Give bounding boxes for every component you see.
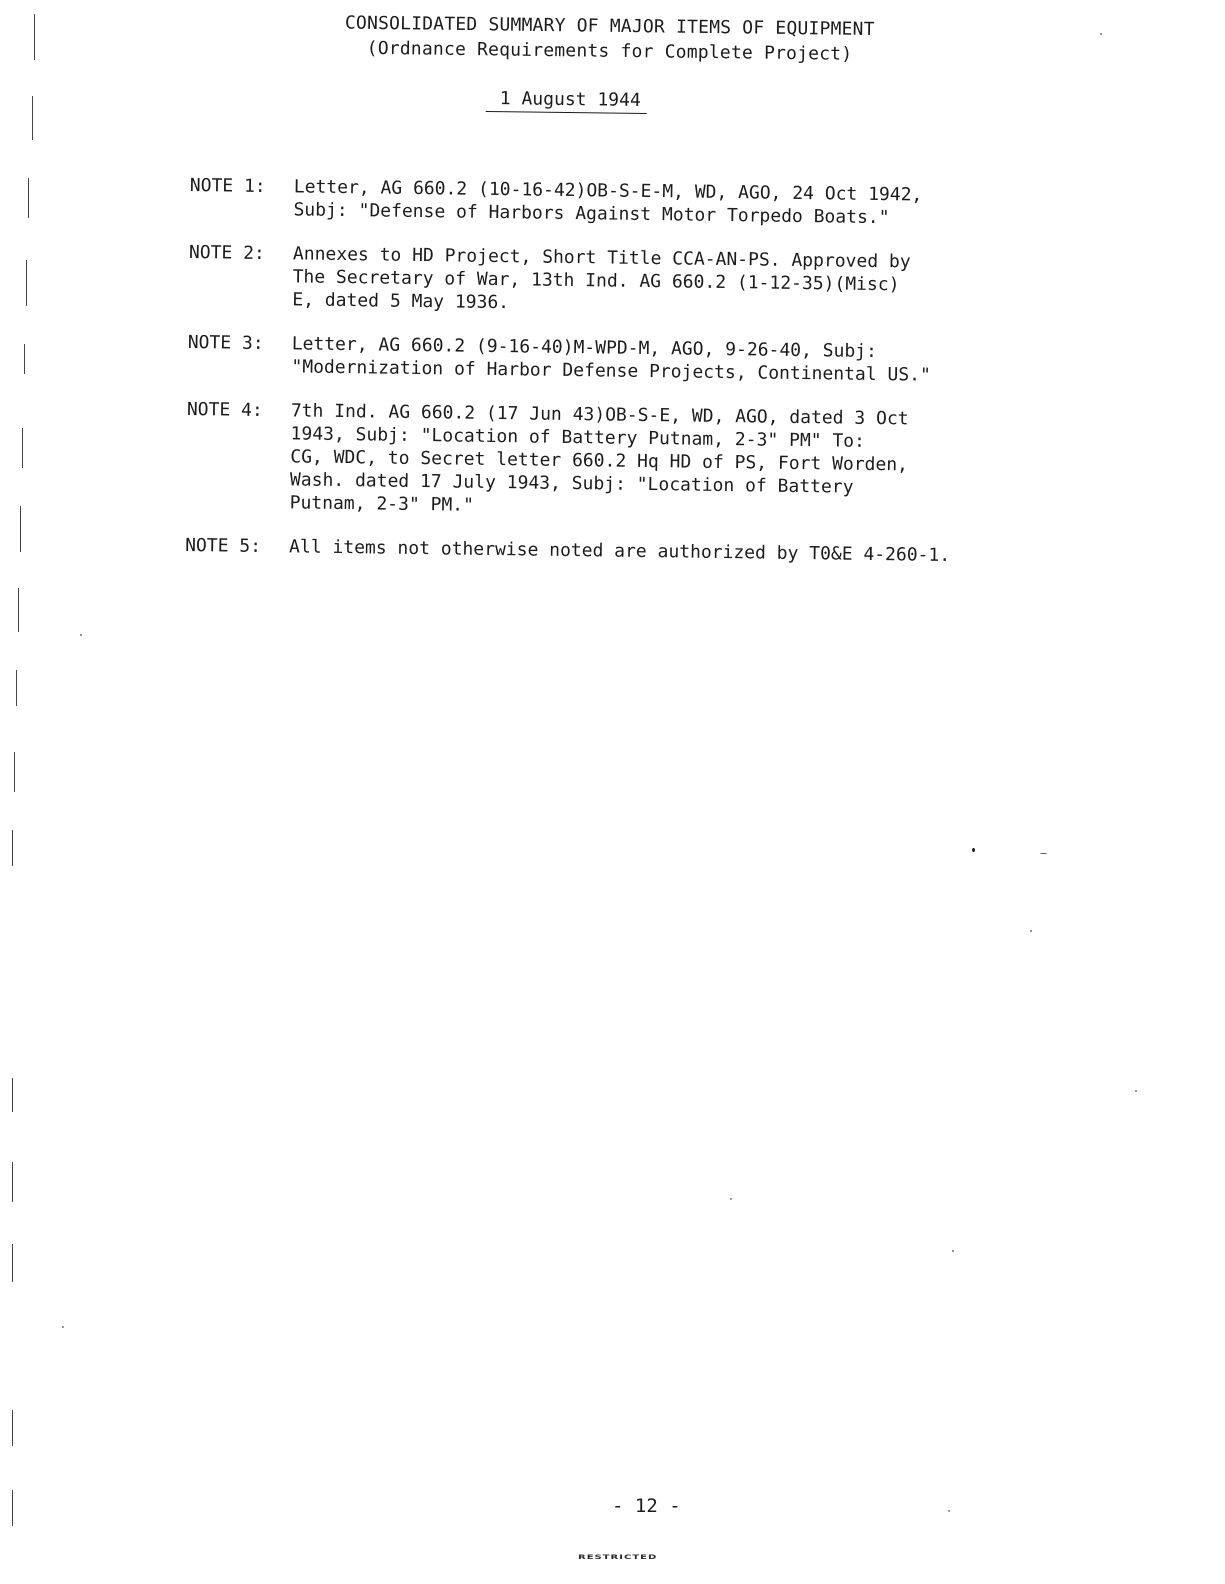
page-number: - 12 - <box>612 1495 681 1517</box>
note-label: NOTE 3: <box>187 331 264 354</box>
scan-margin-mark <box>20 506 21 552</box>
note-3 <box>187 331 1028 388</box>
note-line: "Modernization of Harbor Defense Projects, Continental US." <box>291 356 931 386</box>
scan-speck <box>952 1250 954 1252</box>
scan-margin-mark <box>32 96 33 140</box>
note-line: Letter, AG 660.2 (10-16-42)OB-S-E-M, WD, AGO, 24 Oct 1942, <box>293 176 923 206</box>
note-5 <box>185 534 1025 568</box>
document-header <box>299 10 920 68</box>
note-line: All items not otherwise noted are authorized by T0&E 4-260-1. <box>288 536 951 566</box>
note-line: E, dated 5 May 1936. <box>292 289 510 314</box>
note-line: 7th Ind. AG 660.2 (17 Jun 43)OB-S-E, WD, AGO, dated 3 Oct <box>290 400 909 430</box>
note-label: NOTE 4: <box>186 398 263 421</box>
note-text <box>293 175 1030 231</box>
note-2 <box>188 241 1029 321</box>
scan-margin-mark <box>24 344 25 374</box>
footer-stamp: RESTRICTED <box>578 1554 658 1561</box>
scan-margin-mark <box>18 588 19 632</box>
scan-speck <box>948 1510 950 1512</box>
scan-margin-mark <box>28 178 29 218</box>
note-line: Wash. dated 17 July 1943, Subj: "Location of Battery <box>289 469 854 498</box>
scan-margin-mark <box>12 830 13 866</box>
scan-margin-mark <box>12 1244 13 1282</box>
scan-margin-mark <box>14 752 15 792</box>
scan-margin-mark <box>22 428 23 468</box>
note-text <box>292 242 1029 321</box>
scan-speck <box>1100 33 1102 35</box>
note-line: CG, WDC, to Secret letter 660.2 Hq HD of PS, Fort Worden, <box>290 446 909 476</box>
scan-speck <box>80 634 82 636</box>
scan-margin-mark <box>12 1078 13 1112</box>
scan-margin-mark <box>12 1410 13 1446</box>
note-label: NOTE 5: <box>184 534 262 557</box>
note-text <box>290 399 1027 524</box>
note-4 <box>186 398 1027 524</box>
note-text <box>291 332 1028 388</box>
scan-margin-mark <box>34 14 35 60</box>
note-line: Putnam, 2-3" PM." <box>289 492 475 516</box>
scan-speck <box>1040 853 1047 854</box>
note-label: NOTE 1: <box>189 174 266 197</box>
scan-speck <box>730 1198 732 1200</box>
note-1 <box>189 174 1030 231</box>
note-line: Annexes to HD Project, Short Title CCA-AN-PS. Approved by <box>292 243 911 273</box>
note-text <box>289 535 1025 568</box>
scan-margin-mark <box>26 260 27 306</box>
scan-margin-mark <box>12 1162 13 1202</box>
scan-speck <box>62 1326 64 1328</box>
note-label: NOTE 2: <box>188 241 265 264</box>
note-line: Subj: "Defense of Harbors Against Motor Torpedo Boats." <box>293 199 890 229</box>
scan-speck <box>972 848 975 852</box>
notes-list <box>185 174 1030 589</box>
note-line: The Secretary of War, 13th Ind. AG 660.2 (1-12-35)(Misc) <box>292 266 900 296</box>
note-line: Letter, AG 660.2 (9-16-40)M-WPD-M, AGO, 9-26-40, Subj: <box>291 333 878 363</box>
document-date: 1 August 1944 <box>486 88 647 114</box>
scan-margin-mark <box>16 670 17 706</box>
note-line: 1943, Subj: "Location of Battery Putnam, 2-3" PM" To: <box>290 423 866 452</box>
scan-speck <box>1030 930 1032 932</box>
scan-margin-mark <box>12 1490 13 1526</box>
document-subtitle: (Ordnance Requirements for Complete Project) <box>366 37 853 65</box>
document-title: CONSOLIDATED SUMMARY OF MAJOR ITEMS OF EQUIPMENT <box>344 12 875 41</box>
scan-speck <box>1135 1090 1137 1092</box>
